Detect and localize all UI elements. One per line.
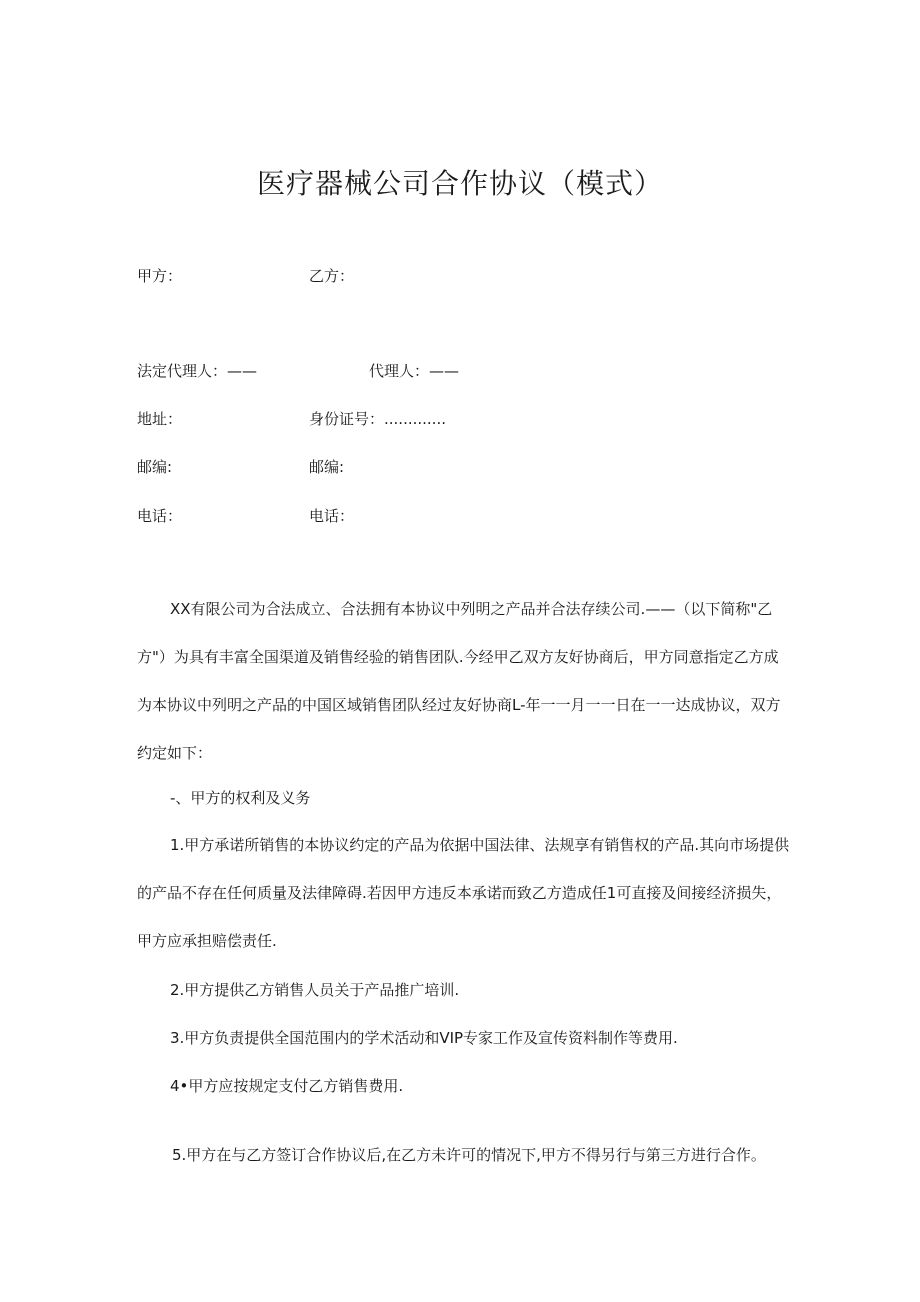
intro-paragraph [137,585,793,777]
section-1-heading: -、甲方的权利及义务 [170,789,311,807]
intro-paragraph-text: XX有限公司为合法成立、合法拥有本协议中列明之产品并合法存续公司.——（以下简称"乙方"）为具有丰富全国渠道及销售经验的销售团队.今经甲乙双方友好协商后，甲方同意指定乙方成为本协议中列明之产品的中国区域销售团队经过友好协商L-年一一月一一日在一一达成协议，双方约定如下： [137,600,781,762]
address-label: 地址： [137,410,183,428]
phone-b-label: 电话： [309,507,355,525]
postcode-b-label: 邮编: [309,458,345,476]
clause-5: 5.甲方在与乙方签订合作协议后,在乙方未许可的情况下,甲方不得另行与第三方进行合作。 [172,1146,766,1164]
agent-label: 代理人：—— [369,362,460,380]
party-b-label: 乙方： [309,267,355,285]
document-title: 医疗器械公司合作协议（模式） [256,167,663,200]
clause-4: 4•甲方应按规定支付乙方销售费用. [170,1077,404,1095]
clause-1 [137,821,793,965]
clause-2: 2.甲方提供乙方销售人员关于产品推广培训. [170,981,460,999]
clause-3: 3.甲方负责提供全国范围内的学术活动和VIP专家工作及宣传资料制作等费用. [170,1029,678,1047]
clause-1-text: 1.甲方承诺所销售的本协议约定的产品为依据中国法律、法规享有销售权的产品.其向市场提供的产品不存在任何质量及法律障碍.若因甲方违反本承诺而致乙方造成任1可直接及间接经济损失，甲方应承担赔偿责任. [137,836,790,950]
phone-a-label: 电话： [137,507,183,525]
party-a-label: 甲方： [137,267,183,285]
legal-representative-label: 法定代理人：—— [137,362,258,380]
postcode-a-label: 邮编: [137,458,173,476]
id-number-label: 身份证号：............. [309,410,446,428]
